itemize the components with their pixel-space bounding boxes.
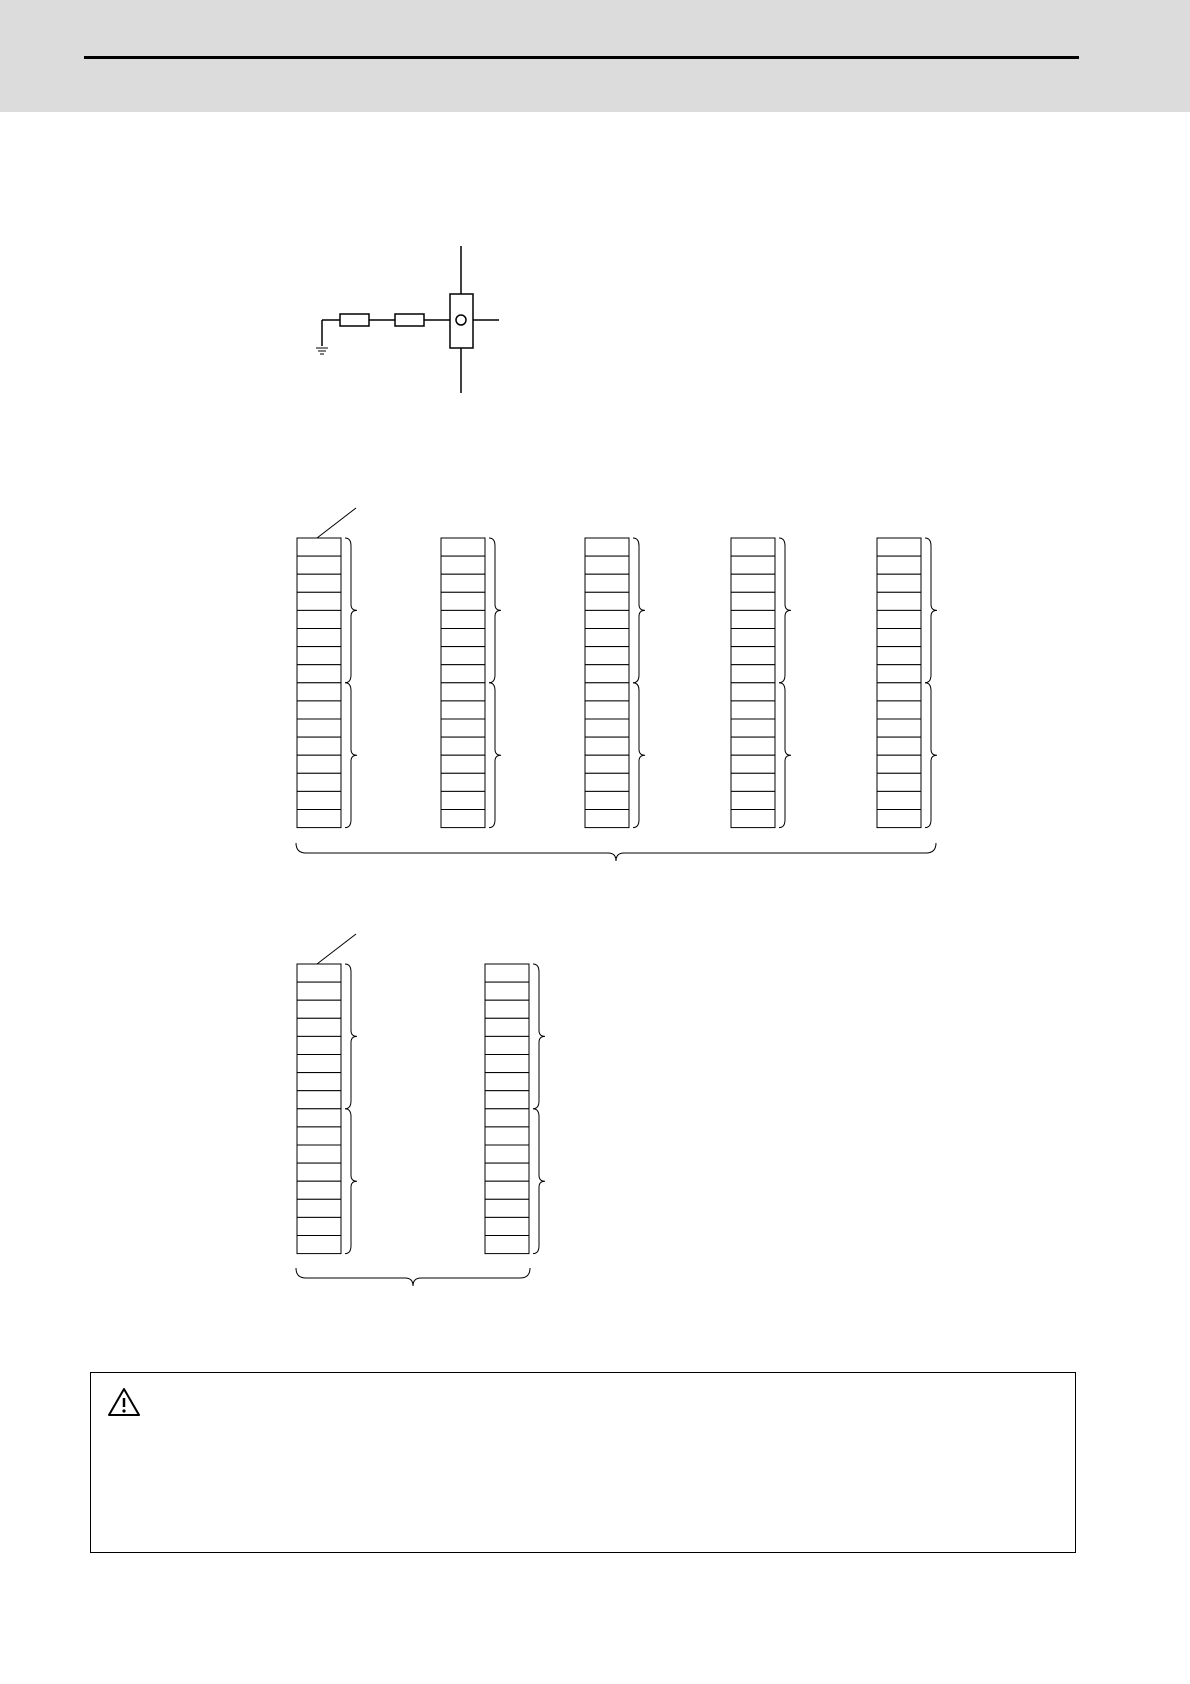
terminal-cell: [297, 1145, 341, 1163]
terminal-cell: [297, 791, 341, 809]
terminal-strip-upper-5: [877, 538, 937, 828]
terminal-cell: [441, 791, 485, 809]
terminal-cell: [731, 701, 775, 719]
terminal-strip-upper-4: [731, 538, 791, 828]
terminal-cell: [877, 610, 921, 628]
terminal-cell: [297, 610, 341, 628]
terminal-cell: [441, 574, 485, 592]
terminal-cell: [731, 737, 775, 755]
terminal-cell: [297, 556, 341, 574]
terminal-cell: [485, 1163, 529, 1181]
terminal-cell: [485, 1127, 529, 1145]
terminal-cell: [585, 773, 629, 791]
terminal-cell: [297, 574, 341, 592]
terminal-cell: [297, 1181, 341, 1199]
terminal-cell: [297, 1018, 341, 1036]
terminal-cell: [297, 964, 341, 982]
terminal-cell: [585, 610, 629, 628]
terminal-cell: [297, 1199, 341, 1217]
terminal-cell: [877, 737, 921, 755]
upper-group-brace: [296, 843, 936, 861]
terminal-cell: [441, 538, 485, 556]
terminal-cell: [297, 810, 341, 828]
terminal-cell: [731, 791, 775, 809]
terminal-strips: [296, 508, 937, 1286]
terminal-cell: [441, 755, 485, 773]
terminal-cell: [297, 1109, 341, 1127]
terminal-cell: [877, 556, 921, 574]
connector-block: [450, 294, 473, 348]
resistor-1: [340, 314, 369, 326]
terminal-cell: [297, 773, 341, 791]
terminal-cell: [297, 719, 341, 737]
terminal-cell: [731, 665, 775, 683]
terminal-cell: [731, 629, 775, 647]
terminal-cell: [297, 1091, 341, 1109]
terminal-cell: [877, 538, 921, 556]
terminal-cell: [731, 810, 775, 828]
terminal-cell: [731, 755, 775, 773]
terminal-cell: [877, 791, 921, 809]
terminal-cell: [731, 773, 775, 791]
group-brace-upper: [345, 964, 357, 1109]
terminal-cell: [485, 1109, 529, 1127]
warning-triangle-icon: [107, 1387, 141, 1417]
terminal-cell: [485, 1000, 529, 1018]
terminal-cell: [441, 683, 485, 701]
terminal-cell: [731, 592, 775, 610]
lower-group-brace: [296, 1268, 530, 1286]
terminal-cell: [441, 610, 485, 628]
terminal-cell: [877, 574, 921, 592]
terminal-cell: [585, 556, 629, 574]
terminal-cell: [877, 665, 921, 683]
terminal-cell: [585, 791, 629, 809]
terminal-cell: [877, 810, 921, 828]
caution-box: [90, 1372, 1076, 1553]
terminal-cell: [585, 719, 629, 737]
terminal-cell: [297, 1236, 341, 1254]
terminal-cell: [585, 683, 629, 701]
terminal-cell: [585, 647, 629, 665]
terminal-cell: [877, 683, 921, 701]
terminal-cell: [731, 556, 775, 574]
terminal-cell: [297, 755, 341, 773]
terminal-cell: [297, 982, 341, 1000]
terminal-cell: [877, 647, 921, 665]
terminal-cell: [441, 773, 485, 791]
terminal-cell: [297, 701, 341, 719]
terminal-strip-upper-1: [297, 538, 357, 828]
terminal-cell: [297, 1127, 341, 1145]
terminal-strip-lower-1: [297, 964, 357, 1254]
terminal-cell: [297, 592, 341, 610]
terminal-cell: [877, 773, 921, 791]
terminal-cell: [297, 1217, 341, 1235]
terminal-cell: [297, 665, 341, 683]
terminal-cell: [441, 592, 485, 610]
terminal-cell: [731, 683, 775, 701]
terminal-cell: [585, 574, 629, 592]
terminal-cell: [297, 1055, 341, 1073]
group-brace-lower: [489, 683, 501, 828]
terminal-cell: [877, 592, 921, 610]
group-brace-lower: [633, 683, 645, 828]
terminal-cell: [485, 1199, 529, 1217]
group-brace-upper: [779, 538, 791, 683]
group-brace-upper: [489, 538, 501, 683]
group-brace-lower: [533, 1109, 545, 1254]
ground-symbol: [316, 348, 328, 354]
terminal-cell: [731, 574, 775, 592]
terminal-cell: [297, 629, 341, 647]
terminal-cell: [585, 755, 629, 773]
terminal-cell: [731, 610, 775, 628]
terminal-cell: [485, 1073, 529, 1091]
terminal-cell: [485, 1055, 529, 1073]
leader-line: [317, 508, 356, 538]
group-brace-lower: [779, 683, 791, 828]
terminal-cell: [877, 755, 921, 773]
terminal-cell: [485, 1091, 529, 1109]
terminal-cell: [485, 1217, 529, 1235]
terminal-cell: [485, 1018, 529, 1036]
group-brace-upper: [345, 538, 357, 683]
terminal-cell: [485, 1236, 529, 1254]
terminal-cell: [585, 737, 629, 755]
terminal-cell: [485, 1036, 529, 1054]
terminal-cell: [441, 737, 485, 755]
terminal-cell: [485, 1181, 529, 1199]
terminal-cell: [585, 810, 629, 828]
terminal-cell: [585, 538, 629, 556]
terminal-cell: [731, 538, 775, 556]
terminal-cell: [877, 629, 921, 647]
terminal-cell: [485, 982, 529, 1000]
terminal-cell: [877, 701, 921, 719]
terminal-cell: [441, 810, 485, 828]
terminal-cell: [297, 647, 341, 665]
terminal-cell: [441, 665, 485, 683]
terminal-cell: [731, 647, 775, 665]
leader-line: [317, 934, 356, 964]
terminal-cell: [297, 1036, 341, 1054]
terminal-cell: [297, 1163, 341, 1181]
terminal-cell: [441, 629, 485, 647]
terminal-cell: [585, 592, 629, 610]
terminal-cell: [297, 1000, 341, 1018]
terminal-cell: [485, 964, 529, 982]
terminal-cell: [297, 683, 341, 701]
terminal-cell: [877, 719, 921, 737]
terminal-cell: [441, 719, 485, 737]
terminal-cell: [297, 737, 341, 755]
terminal-cell: [585, 701, 629, 719]
terminal-cell: [585, 665, 629, 683]
terminal-strip-upper-3: [585, 538, 645, 828]
terminal-cell: [585, 629, 629, 647]
terminal-cell: [441, 556, 485, 574]
group-brace-upper: [633, 538, 645, 683]
terminal-strip-lower-2: [485, 964, 545, 1254]
terminal-cell: [297, 538, 341, 556]
circuit-schematic: [316, 246, 499, 393]
terminal-cell: [297, 1073, 341, 1091]
terminal-cell: [731, 719, 775, 737]
group-brace-lower: [345, 683, 357, 828]
group-brace-lower: [345, 1109, 357, 1254]
group-brace-upper: [533, 964, 545, 1109]
terminal-cell: [441, 701, 485, 719]
terminal-cell: [485, 1145, 529, 1163]
resistor-2: [395, 314, 424, 326]
group-brace-upper: [925, 538, 937, 683]
terminal-strip-upper-2: [441, 538, 501, 828]
group-brace-lower: [925, 683, 937, 828]
terminal-cell: [441, 647, 485, 665]
